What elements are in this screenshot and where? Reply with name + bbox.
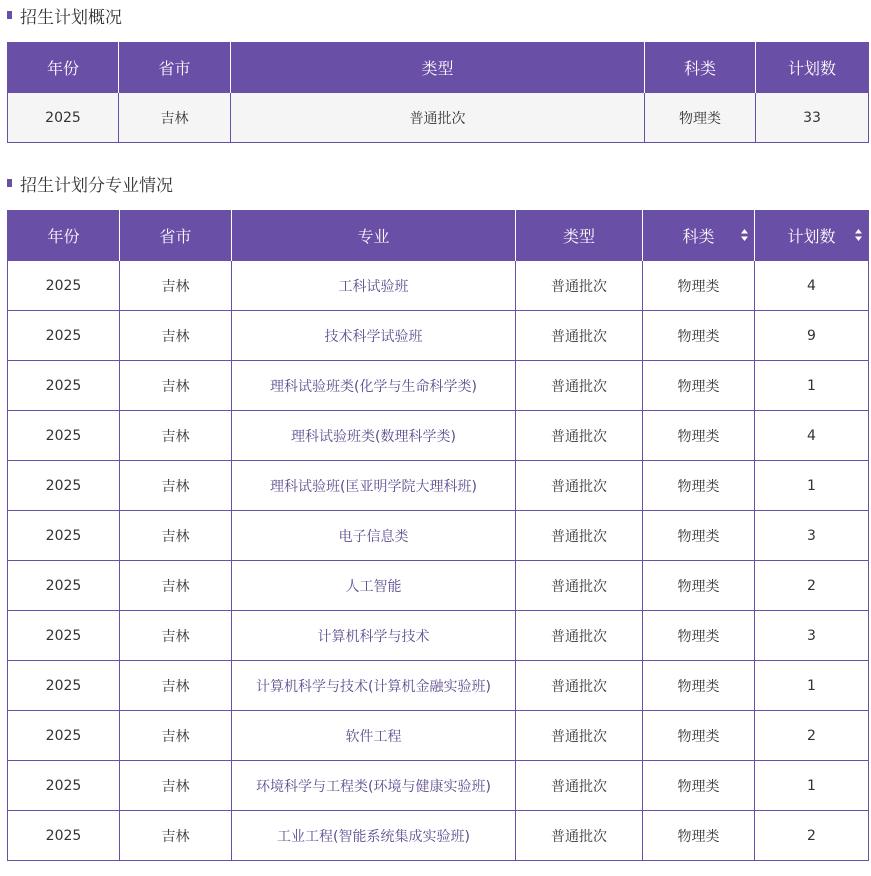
cell-plan: 2 bbox=[755, 811, 869, 861]
section-marker bbox=[7, 179, 12, 187]
cell-type: 普通批次 bbox=[516, 511, 643, 561]
col-header-plan-label: 计划数 bbox=[787, 226, 836, 246]
cell-subject: 物理类 bbox=[643, 811, 755, 861]
cell-type: 普通批次 bbox=[516, 711, 643, 761]
cell-year: 2025 bbox=[8, 761, 120, 811]
table-row bbox=[8, 711, 869, 761]
cell-type: 普通批次 bbox=[516, 761, 643, 811]
major-table-body bbox=[8, 261, 869, 861]
cell-year: 2025 bbox=[8, 93, 119, 143]
cell-province: 吉林 bbox=[120, 511, 232, 561]
cell-type: 普通批次 bbox=[516, 461, 643, 511]
cell-type: 普通批次 bbox=[516, 361, 643, 411]
cell-subject: 物理类 bbox=[643, 411, 755, 461]
col-header-year: 年份 bbox=[8, 42, 119, 93]
cell-plan: 4 bbox=[755, 261, 869, 311]
col-header-subject-label: 科类 bbox=[682, 226, 715, 246]
cell-plan: 9 bbox=[755, 311, 869, 361]
cell-subject: 物理类 bbox=[643, 361, 755, 411]
col-header-type: 类型 bbox=[516, 210, 643, 261]
col-header-subject-sortable[interactable] bbox=[643, 210, 755, 261]
major-title-text: 招生计划分专业情况 bbox=[20, 175, 173, 196]
cell-plan: 2 bbox=[755, 561, 869, 611]
summary-section-title bbox=[7, 0, 122, 30]
summary-title-text: 招生计划概况 bbox=[20, 7, 122, 28]
table-row bbox=[8, 261, 869, 311]
cell-province: 吉林 bbox=[120, 661, 232, 711]
cell-major[interactable]: 技术科学试验班 bbox=[232, 311, 516, 361]
cell-type: 普通批次 bbox=[516, 411, 643, 461]
cell-year: 2025 bbox=[8, 461, 120, 511]
major-table bbox=[7, 210, 869, 861]
cell-year: 2025 bbox=[8, 511, 120, 561]
cell-plan: 1 bbox=[755, 761, 869, 811]
cell-year: 2025 bbox=[8, 311, 120, 361]
cell-type: 普通批次 bbox=[516, 811, 643, 861]
cell-subject: 物理类 bbox=[643, 561, 755, 611]
cell-province: 吉林 bbox=[120, 311, 232, 361]
cell-major[interactable]: 理科试验班类(化学与生命科学类) bbox=[232, 361, 516, 411]
col-header-type: 类型 bbox=[231, 42, 645, 93]
col-header-province: 省市 bbox=[120, 210, 232, 261]
table-row bbox=[8, 411, 869, 461]
cell-major[interactable]: 工科试验班 bbox=[232, 261, 516, 311]
cell-subject: 物理类 bbox=[643, 661, 755, 711]
cell-subject: 物理类 bbox=[645, 93, 756, 143]
cell-plan: 3 bbox=[755, 511, 869, 561]
cell-province: 吉林 bbox=[120, 811, 232, 861]
cell-type: 普通批次 bbox=[231, 93, 645, 143]
cell-type: 普通批次 bbox=[516, 311, 643, 361]
table-row bbox=[8, 811, 869, 861]
major-header-row bbox=[8, 210, 869, 261]
col-header-major: 专业 bbox=[232, 210, 516, 261]
cell-year: 2025 bbox=[8, 561, 120, 611]
cell-year: 2025 bbox=[8, 611, 120, 661]
cell-province: 吉林 bbox=[120, 261, 232, 311]
cell-province: 吉林 bbox=[120, 711, 232, 761]
cell-province: 吉林 bbox=[120, 561, 232, 611]
major-section-title bbox=[7, 168, 173, 198]
col-header-plan: 计划数 bbox=[756, 42, 869, 93]
cell-plan: 1 bbox=[755, 661, 869, 711]
cell-plan: 33 bbox=[756, 93, 869, 143]
cell-province: 吉林 bbox=[119, 93, 231, 143]
cell-plan: 1 bbox=[755, 361, 869, 411]
cell-major[interactable]: 计算机科学与技术 bbox=[232, 611, 516, 661]
cell-major[interactable]: 理科试验班(匡亚明学院大理科班) bbox=[232, 461, 516, 511]
cell-subject: 物理类 bbox=[643, 311, 755, 361]
table-row bbox=[8, 561, 869, 611]
table-row bbox=[8, 611, 869, 661]
cell-subject: 物理类 bbox=[643, 711, 755, 761]
table-row bbox=[8, 661, 869, 711]
cell-subject: 物理类 bbox=[643, 761, 755, 811]
cell-year: 2025 bbox=[8, 811, 120, 861]
cell-major[interactable]: 理科试验班类(数理科学类) bbox=[232, 411, 516, 461]
cell-year: 2025 bbox=[8, 661, 120, 711]
table-row bbox=[8, 761, 869, 811]
cell-type: 普通批次 bbox=[516, 661, 643, 711]
summary-row bbox=[8, 93, 869, 143]
cell-major[interactable]: 工业工程(智能系统集成实验班) bbox=[232, 811, 516, 861]
cell-year: 2025 bbox=[8, 711, 120, 761]
cell-province: 吉林 bbox=[120, 411, 232, 461]
col-header-subject: 科类 bbox=[645, 42, 756, 93]
cell-subject: 物理类 bbox=[643, 611, 755, 661]
cell-plan: 3 bbox=[755, 611, 869, 661]
summary-table bbox=[7, 42, 869, 143]
cell-province: 吉林 bbox=[120, 761, 232, 811]
sort-icon[interactable] bbox=[740, 228, 749, 242]
table-row bbox=[8, 461, 869, 511]
summary-header-row bbox=[8, 42, 869, 93]
col-header-plan-sortable[interactable] bbox=[755, 210, 869, 261]
cell-province: 吉林 bbox=[120, 361, 232, 411]
cell-major[interactable]: 环境科学与工程类(环境与健康实验班) bbox=[232, 761, 516, 811]
cell-major[interactable]: 电子信息类 bbox=[232, 511, 516, 561]
table-row bbox=[8, 511, 869, 561]
cell-year: 2025 bbox=[8, 361, 120, 411]
cell-major[interactable]: 软件工程 bbox=[232, 711, 516, 761]
cell-plan: 2 bbox=[755, 711, 869, 761]
cell-year: 2025 bbox=[8, 261, 120, 311]
table-row bbox=[8, 311, 869, 361]
cell-plan: 4 bbox=[755, 411, 869, 461]
col-header-year: 年份 bbox=[8, 210, 120, 261]
cell-year: 2025 bbox=[8, 411, 120, 461]
cell-subject: 物理类 bbox=[643, 461, 755, 511]
col-header-province: 省市 bbox=[119, 42, 231, 93]
section-marker bbox=[7, 11, 12, 19]
cell-type: 普通批次 bbox=[516, 561, 643, 611]
sort-icon[interactable] bbox=[854, 228, 863, 242]
cell-major[interactable]: 人工智能 bbox=[232, 561, 516, 611]
cell-type: 普通批次 bbox=[516, 261, 643, 311]
cell-plan: 1 bbox=[755, 461, 869, 511]
cell-subject: 物理类 bbox=[643, 261, 755, 311]
cell-type: 普通批次 bbox=[516, 611, 643, 661]
cell-province: 吉林 bbox=[120, 611, 232, 661]
table-row bbox=[8, 361, 869, 411]
cell-subject: 物理类 bbox=[643, 511, 755, 561]
cell-province: 吉林 bbox=[120, 461, 232, 511]
cell-major[interactable]: 计算机科学与技术(计算机金融实验班) bbox=[232, 661, 516, 711]
